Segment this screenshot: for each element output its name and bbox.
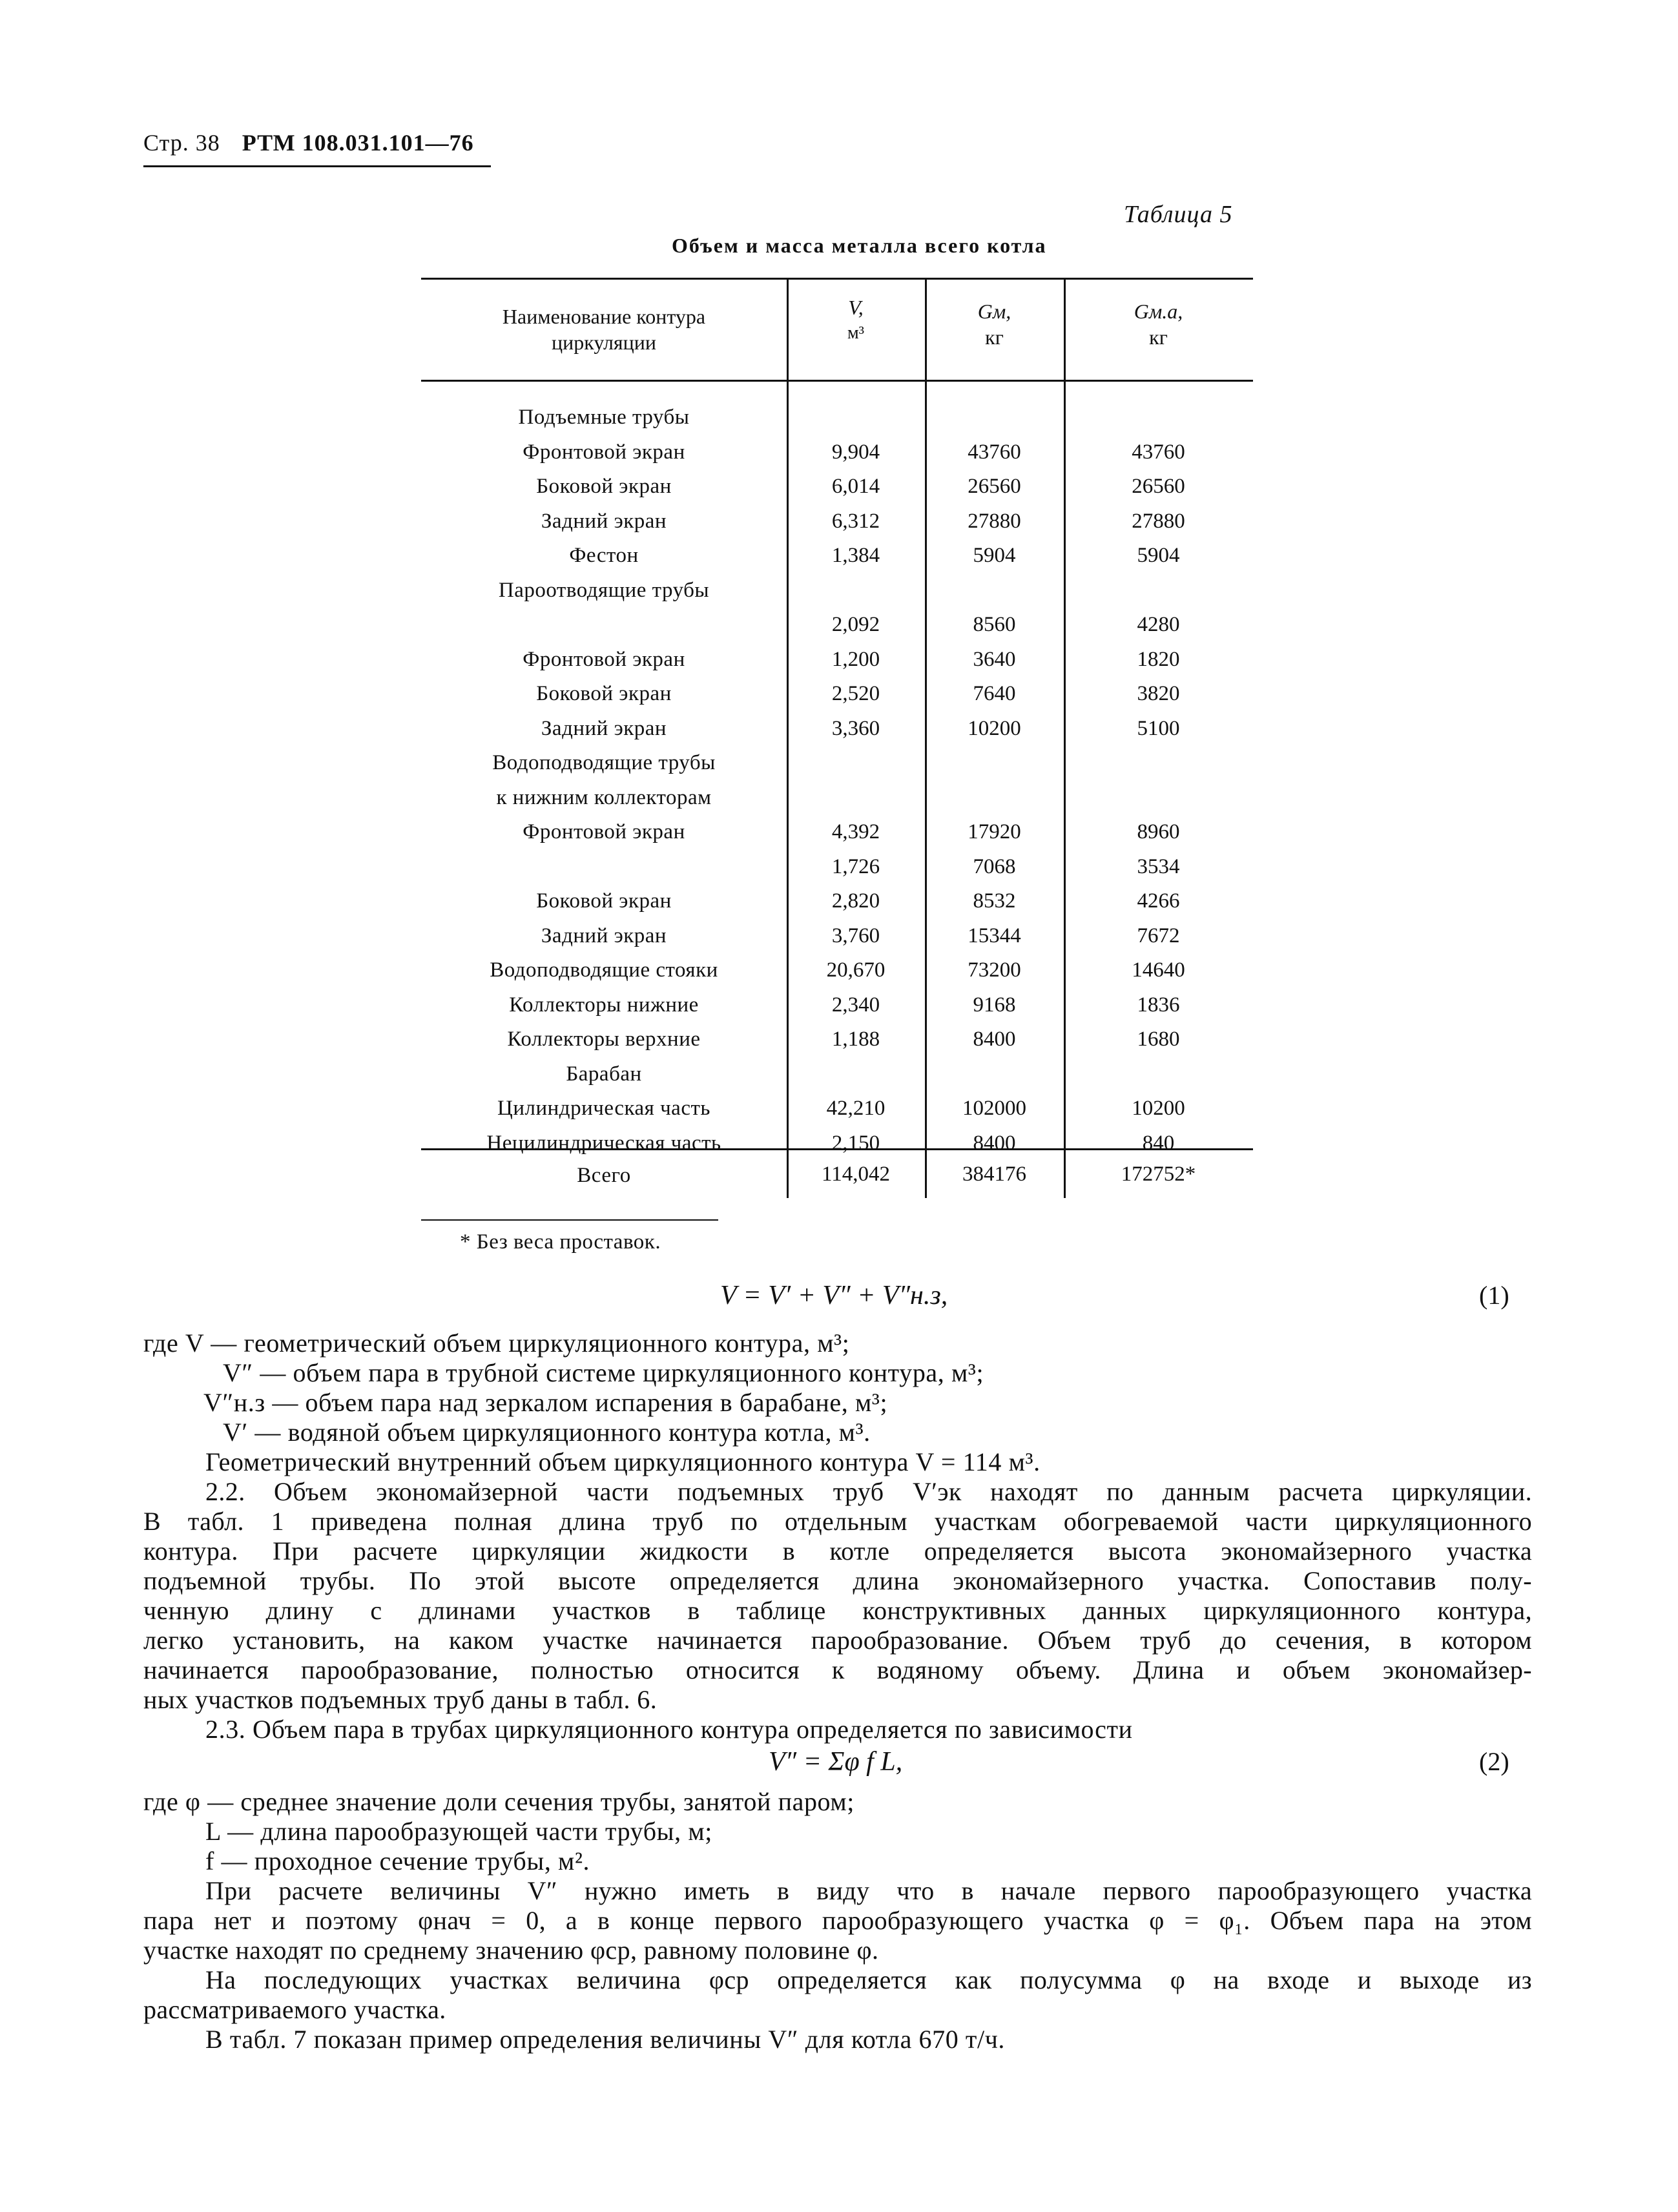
table-cell-v: 4,392 — [831, 820, 880, 843]
formula-2: V″ = Σφ f L, — [769, 1747, 903, 1777]
column-header-v — [787, 295, 925, 346]
table-cell-v: 1,384 — [831, 544, 880, 567]
table-row-name: Фронтовой экран — [523, 440, 685, 464]
table-cell-gm: 26560 — [968, 475, 1021, 498]
table-cell-gma: 1680 — [1137, 1028, 1180, 1051]
table-cell-gm: 9168 — [973, 993, 1016, 1017]
definition-line: L — длина парообразующей части трубы, м; — [205, 1817, 712, 1846]
column-header-gma-line1: Gм.а, — [1134, 300, 1183, 323]
page-header — [143, 129, 474, 156]
definition-line: V″н.з — объем пара над зеркалом испарения в барабане, м³; — [203, 1388, 888, 1417]
table-row-name: Боковой экран — [536, 475, 672, 498]
table-number: Таблица 5 — [1124, 201, 1233, 228]
table-cell-gm: 7068 — [973, 855, 1016, 878]
paragraph-2-2-line: ченную длину с длинами участков в таблице конструктивных данных циркуляционного контура, — [143, 1596, 1532, 1625]
table-cell-gm: 43760 — [968, 440, 1021, 464]
table-row-name: Задний экран — [541, 924, 667, 947]
table-cell-gma: 43760 — [1132, 440, 1185, 464]
total-row-label: Всего — [577, 1164, 631, 1187]
table-cell-gm: 10200 — [968, 717, 1021, 740]
table-cell-gma: 3534 — [1137, 855, 1180, 878]
table-top-rule — [421, 278, 1253, 280]
total-row-gma: 172752* — [1121, 1163, 1196, 1186]
table-cell-gma: 8960 — [1137, 820, 1180, 843]
column-header-gm — [925, 298, 1064, 350]
table-cell-gm: 73200 — [968, 958, 1021, 982]
table-cell-gm: 27880 — [968, 510, 1021, 533]
column-header-gma — [1064, 298, 1253, 350]
definition-line: V′ — водяной объем циркуляционного контура котла, м³. — [223, 1418, 871, 1447]
table-cell-gm: 3640 — [973, 648, 1016, 671]
table-row-name: Коллекторы верхние — [507, 1028, 701, 1051]
column-header-gm-line2: кг — [985, 326, 1004, 349]
table-row-name: Боковой экран — [536, 889, 672, 913]
table-cell-gma: 1820 — [1137, 648, 1180, 671]
formula-1-number: (1) — [1479, 1281, 1509, 1310]
table-title: Объем и масса металла всего котла — [672, 234, 1047, 257]
total-row-gm: 384176 — [962, 1163, 1026, 1186]
paragraph-calc-line: пара нет и поэтому φнач = 0, а в конце первого парообразующего участка φ = φ₁. Объем пара на этом — [143, 1906, 1532, 1935]
table-row-name: Задний экран — [541, 510, 667, 533]
paragraph-2-3: 2.3. Объем пара в трубах циркуляционного контура определяется по зависимости — [205, 1715, 1133, 1744]
formula-1: V = V′ + V″ + V″н.з, — [720, 1281, 948, 1310]
table-row-name: Коллекторы нижние — [509, 993, 699, 1017]
table-cell-v: 20,670 — [826, 958, 886, 982]
table-cell-v: 6,312 — [831, 510, 880, 533]
table-cell-v: 3,760 — [831, 924, 880, 947]
table-row-name: Водоподводящие трубы — [492, 751, 716, 774]
table-cell-gma: 26560 — [1132, 475, 1185, 498]
column-header-name-line2: циркуляции — [552, 331, 656, 354]
table-row-name: Барабан — [566, 1062, 642, 1086]
definition-line: где V — геометрический объем циркуляционного контура, м³; — [143, 1328, 850, 1358]
table-cell-v: 2,150 — [831, 1132, 880, 1155]
table-cell-gma: 1836 — [1137, 993, 1180, 1017]
table-cell-v: 2,092 — [831, 613, 880, 636]
table-row-name: Нецилиндрическая часть — [486, 1132, 721, 1155]
paragraph-2-2-line: ных участков подъемных труб даны в табл. 6. — [143, 1685, 658, 1714]
table-row-name: Цилиндрическая часть — [497, 1097, 710, 1120]
table-cell-v: 42,210 — [826, 1097, 886, 1120]
table-cell-v: 3,360 — [831, 717, 880, 740]
paragraph-2-2-line: 2.2. Объем экономайзерной части подъемных труб V′эк находят по данным расчета циркуляции. — [205, 1477, 1532, 1506]
table-cell-gma: 10200 — [1132, 1097, 1185, 1120]
table-row-name: Задний экран — [541, 717, 667, 740]
table-row-name: Фестон — [569, 544, 639, 567]
paragraph-calc-line: При расчете величины V″ нужно иметь в виду что в начале первого парообразующего участка — [205, 1876, 1532, 1905]
table-cell-v: 2,340 — [831, 993, 880, 1017]
table-cell-gma: 3820 — [1137, 682, 1180, 705]
definition-line: где φ — среднее значение доли сечения трубы, занятой паром; — [143, 1787, 855, 1816]
column-header-gm-line1: Gм, — [977, 300, 1011, 323]
table-cell-gma: 5100 — [1137, 717, 1180, 740]
paragraph-calc-line: участке находят по среднему значению φср, равному половине φ. — [143, 1936, 879, 1965]
table-cell-v: 6,014 — [831, 475, 880, 498]
definition-line: V″ — объем пара в трубной системе циркуляционного контура, м³; — [223, 1358, 984, 1387]
column-header-v-line2: м³ — [847, 323, 865, 343]
table-cell-v: 9,904 — [831, 440, 880, 464]
table-header-rule — [421, 380, 1253, 382]
table-cell-gm: 8400 — [973, 1028, 1016, 1051]
paragraph-2-2-line: В табл. 1 приведена полная длина труб по отдельным участкам обогреваемой части циркуляционного — [143, 1507, 1532, 1536]
table-cell-gma: 840 — [1142, 1132, 1175, 1155]
table-row-name: Подъемные трубы — [518, 406, 690, 429]
table-cell-v: 2,820 — [831, 889, 880, 913]
table-row-name: Фронтовой экран — [523, 820, 685, 843]
table-row-name: Водоподводящие стояки — [490, 958, 718, 982]
table-cell-v: 1,726 — [831, 855, 880, 878]
table-cell-gma: 27880 — [1132, 510, 1185, 533]
table-cell-gma: 4266 — [1137, 889, 1180, 913]
table-row-name: Боковой экран — [536, 682, 672, 705]
definition-line: f — проходное сечение трубы, м². — [205, 1846, 590, 1876]
table-footnote: * Без веса проставок. — [460, 1230, 661, 1254]
paragraph-2-2-line: легко установить, на каком участке начинается парообразование. Объем труб до сечения, в котором — [143, 1626, 1532, 1655]
table-cell-gm: 8532 — [973, 889, 1016, 913]
table-row-name: Фронтовой экран — [523, 648, 685, 671]
footnote-rule — [421, 1219, 718, 1221]
table-cell-gm: 7640 — [973, 682, 1016, 705]
document-id: РТМ 108.031.101—76 — [242, 130, 474, 156]
paragraph-next-line: На последующих участках величина φср определяется как полусумма φ на входе и выходе из — [205, 1965, 1532, 1994]
table-row-name: Пароотводящие трубы — [498, 579, 710, 602]
header-rule — [143, 165, 491, 167]
column-header-name — [421, 304, 787, 355]
column-header-name-line1: Наименование контура — [502, 305, 706, 328]
table-cell-gm: 5904 — [973, 544, 1016, 567]
table-cell-gm: 8400 — [973, 1132, 1016, 1155]
paragraph-geometric-volume: Геометрический внутренний объем циркуляционного контура V = 114 м³. — [205, 1447, 1041, 1476]
table-cell-v: 1,188 — [831, 1028, 880, 1051]
paragraph-2-2-line: подъемной трубы. По этой высоте определяется длина экономайзерного участка. Сопоставив полу- — [143, 1566, 1532, 1595]
paragraph-table7: В табл. 7 показан пример определения величины V″ для котла 670 т/ч. — [205, 2025, 1006, 2054]
paragraph-next-line: рассматриваемого участка. — [143, 1995, 446, 2024]
table-cell-v: 2,520 — [831, 682, 880, 705]
paragraph-2-2-line: начинается парообразование, полностью относится к водяному объему. Длина и объем экономайзер- — [143, 1655, 1532, 1684]
table-cell-gma: 14640 — [1132, 958, 1185, 982]
table-cell-gma: 7672 — [1137, 924, 1180, 947]
page-number: Стр. 38 — [143, 130, 220, 156]
table-cell-gma: 5904 — [1137, 544, 1180, 567]
paragraph-2-2-line: контура. При расчете циркуляции жидкости в котле определяется высота экономайзерного участка — [143, 1536, 1532, 1566]
metal-mass-table — [421, 278, 1253, 1198]
table-cell-gm: 102000 — [962, 1097, 1026, 1120]
table-row-name: к нижним коллекторам — [496, 786, 712, 809]
table-cell-v: 1,200 — [831, 648, 880, 671]
total-row-v: 114,042 — [821, 1163, 891, 1186]
table-cell-gma: 4280 — [1137, 613, 1180, 636]
column-header-v-line1: V, — [848, 296, 864, 319]
table-cell-gm: 17920 — [968, 820, 1021, 843]
table-cell-gm: 8560 — [973, 613, 1016, 636]
formula-2-number: (2) — [1479, 1747, 1509, 1776]
table-cell-gm: 15344 — [968, 924, 1021, 947]
column-header-gma-line2: кг — [1149, 326, 1168, 349]
